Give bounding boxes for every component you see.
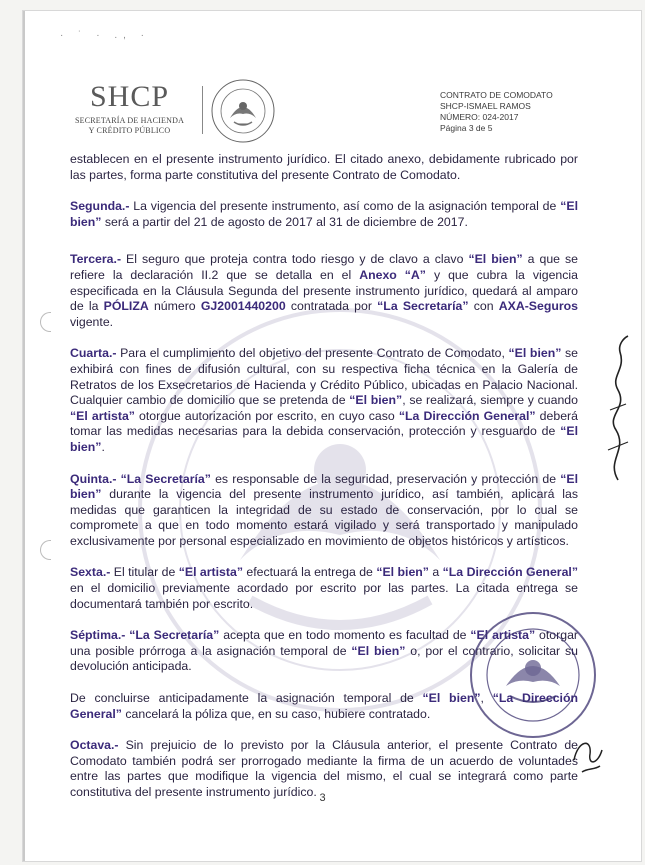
clause-text: contratada por	[285, 299, 378, 314]
term-el-bien: “El bien”	[70, 471, 578, 502]
shcp-logo	[72, 82, 187, 136]
paragraph-continuation	[70, 152, 578, 183]
clause-text: ,	[480, 691, 493, 706]
clause-heading: Tercera.-	[70, 252, 122, 267]
term-el-bien: “El bien”	[351, 643, 406, 658]
clause-text: deberá tomar las medidas necesarias para la debida conservación, protección y resguardo de	[70, 408, 578, 439]
clause-heading: Octava.-	[70, 738, 119, 753]
clause-text: Sin prejuicio de lo previsto por la Cláusula anterior, el presente Contrato de Comodato también podrá ser prorrogado mediante la firma de un acuerdo de voluntades entre las partes que modifique la vigencia del mismo, el cual se integrará como parte constitutiva del presente instrumento jurídico.	[70, 738, 578, 799]
term-la-direccion-general: “La Dirección General”	[398, 408, 536, 423]
header-divider	[202, 86, 203, 134]
ref-parties: SHCP-ISMAEL RAMOS	[440, 101, 531, 111]
clause-text: El titular de	[110, 565, 179, 580]
clause-text: , se realizará, siempre y cuando	[402, 393, 578, 408]
signature-vertical-icon	[598, 330, 638, 490]
ref-page: Página 3 de 5	[440, 123, 493, 133]
clause-heading: Sexta.-	[70, 565, 111, 580]
clause-text: con	[468, 299, 499, 314]
signature-initials-icon	[568, 720, 608, 780]
term-el-artista: “El artista”	[70, 408, 135, 423]
clause-text: o, por el contrario, solicitar su devolución anticipada.	[70, 643, 578, 674]
term-la-direccion-general: “La Dirección General”	[442, 565, 578, 580]
clause-text: es responsable de la seguridad, preservación y protección de	[210, 471, 561, 486]
logo-subtitle-1: SECRETARÍA DE HACIENDA	[74, 116, 185, 125]
clause-segunda	[70, 199, 578, 230]
page-number: 3	[319, 792, 326, 804]
term-el-bien: “El bien”	[422, 691, 481, 706]
clause-heading: Quinta.-	[70, 471, 117, 486]
logo-title: SHCP	[89, 80, 170, 113]
term-el-bien: “El bien”	[70, 199, 578, 229]
clause-text: De concluirse anticipadamente la asignación temporal de	[70, 691, 423, 706]
term-la-secretaria: “La Secretaría”	[129, 628, 220, 643]
clause-text: cancelará la póliza que, en su caso, hubiere contratado.	[121, 706, 431, 721]
clause-text: durante la vigencia del presente instrumento jurídico, así también, aplicará las medidas que garanticen la integridad de su estado de conservación, por lo cual se compromete a que en todo momento estará vigilado y será transportado y manipulado exclusivamente por personal especializado en movimiento de objetos históricos y artísticos.	[70, 487, 578, 548]
clause-text: El seguro que proteja contra todo riesgo y de clavo a clavo	[121, 252, 469, 267]
term-el-bien: “El bien”	[349, 393, 403, 408]
clause-text: a	[428, 565, 443, 580]
clause-text: vigente.	[70, 314, 114, 329]
term-el-bien: “El bien”	[376, 565, 429, 580]
page-edge	[23, 11, 25, 861]
clause-text: Para el cumplimiento del objetivo del presente Contrato de Comodato,	[116, 346, 509, 361]
term-el-bien: “El bien”	[70, 424, 578, 454]
clause-quinta	[70, 472, 578, 550]
clause-text: La vigencia del presente instrumento, así como de la asignación temporal de	[129, 199, 561, 214]
term-la-direccion-general: “La Dirección General”	[70, 691, 578, 721]
document-reference	[440, 90, 553, 134]
scan-specks: · ˙ · ., ·	[60, 30, 150, 41]
term-poliza: PÓLIZA	[103, 299, 149, 314]
term-el-bien: “El bien”	[508, 346, 562, 361]
clause-text: se exhibirá con fines de difusión cultural, con su respectiva ficha técnica en la Galería de Retratos de los Exsecretarios de Hacienda y Crédito Público, ubicadas en Palacio Nacional. Cualquier cambio de domicilio que se pretenda de	[70, 346, 579, 408]
policy-number: GJ2001440200	[200, 299, 286, 314]
clause-text: otorgar una posible prórroga a la asignación temporal de	[70, 628, 578, 658]
insurer-name: AXA-Seguros	[498, 299, 578, 314]
term-el-bien: “El bien”	[468, 252, 523, 267]
logo-subtitle-2: Y CRÉDITO PÚBLICO	[88, 126, 171, 135]
clause-tercera	[70, 252, 578, 330]
clause-text: será a partir del 21 de agosto de 2017 al 31 de diciembre de 2017.	[101, 214, 468, 229]
clause-text: y que cubra la vigencia especificada en la Cláusula Segunda del presente instrumento jurídico, quedará al amparo de la	[70, 267, 578, 314]
term-el-artista: “El artista”	[470, 628, 536, 643]
clause-text: acepta que en todo momento es facultad de	[219, 628, 471, 643]
clause-text: número	[148, 299, 201, 314]
clause-text: efectuará la entrega de	[242, 565, 377, 580]
clause-text: otorgue autorización por escrito, en cuyo caso	[134, 408, 399, 423]
ref-contract-type: CONTRATO DE COMODATO	[440, 90, 553, 100]
term-anexo: Anexo “A”	[359, 267, 426, 282]
clause-text: a que se refiere la declaración II.2 que se detalla en el	[70, 252, 578, 282]
clause-text: .	[101, 439, 105, 454]
ref-number: NÚMERO: 024-2017	[440, 112, 519, 122]
term-la-secretaria: “La Secretaría”	[120, 471, 211, 486]
term-el-artista: “El artista”	[178, 565, 243, 580]
clause-text: en el domicilio previamente acordado por escrito por las partes. La citada entrega se documentará también por escrito.	[70, 581, 578, 611]
clause-heading: Segunda.-	[70, 199, 130, 214]
national-seal-icon	[210, 78, 276, 144]
clause-sexta	[70, 565, 578, 612]
clause-heading: Cuarta.-	[70, 346, 117, 361]
clause-cuarta	[70, 346, 578, 455]
clause-heading: Séptima.-	[70, 628, 126, 643]
continuation-text: establecen en el presente instrumento jurídico. El citado anexo, debidamente rubricado por las partes, forma parte constitutiva del presente Contrato de Comodato.	[70, 152, 578, 182]
term-la-secretaria: “La Secretaría”	[377, 299, 469, 314]
